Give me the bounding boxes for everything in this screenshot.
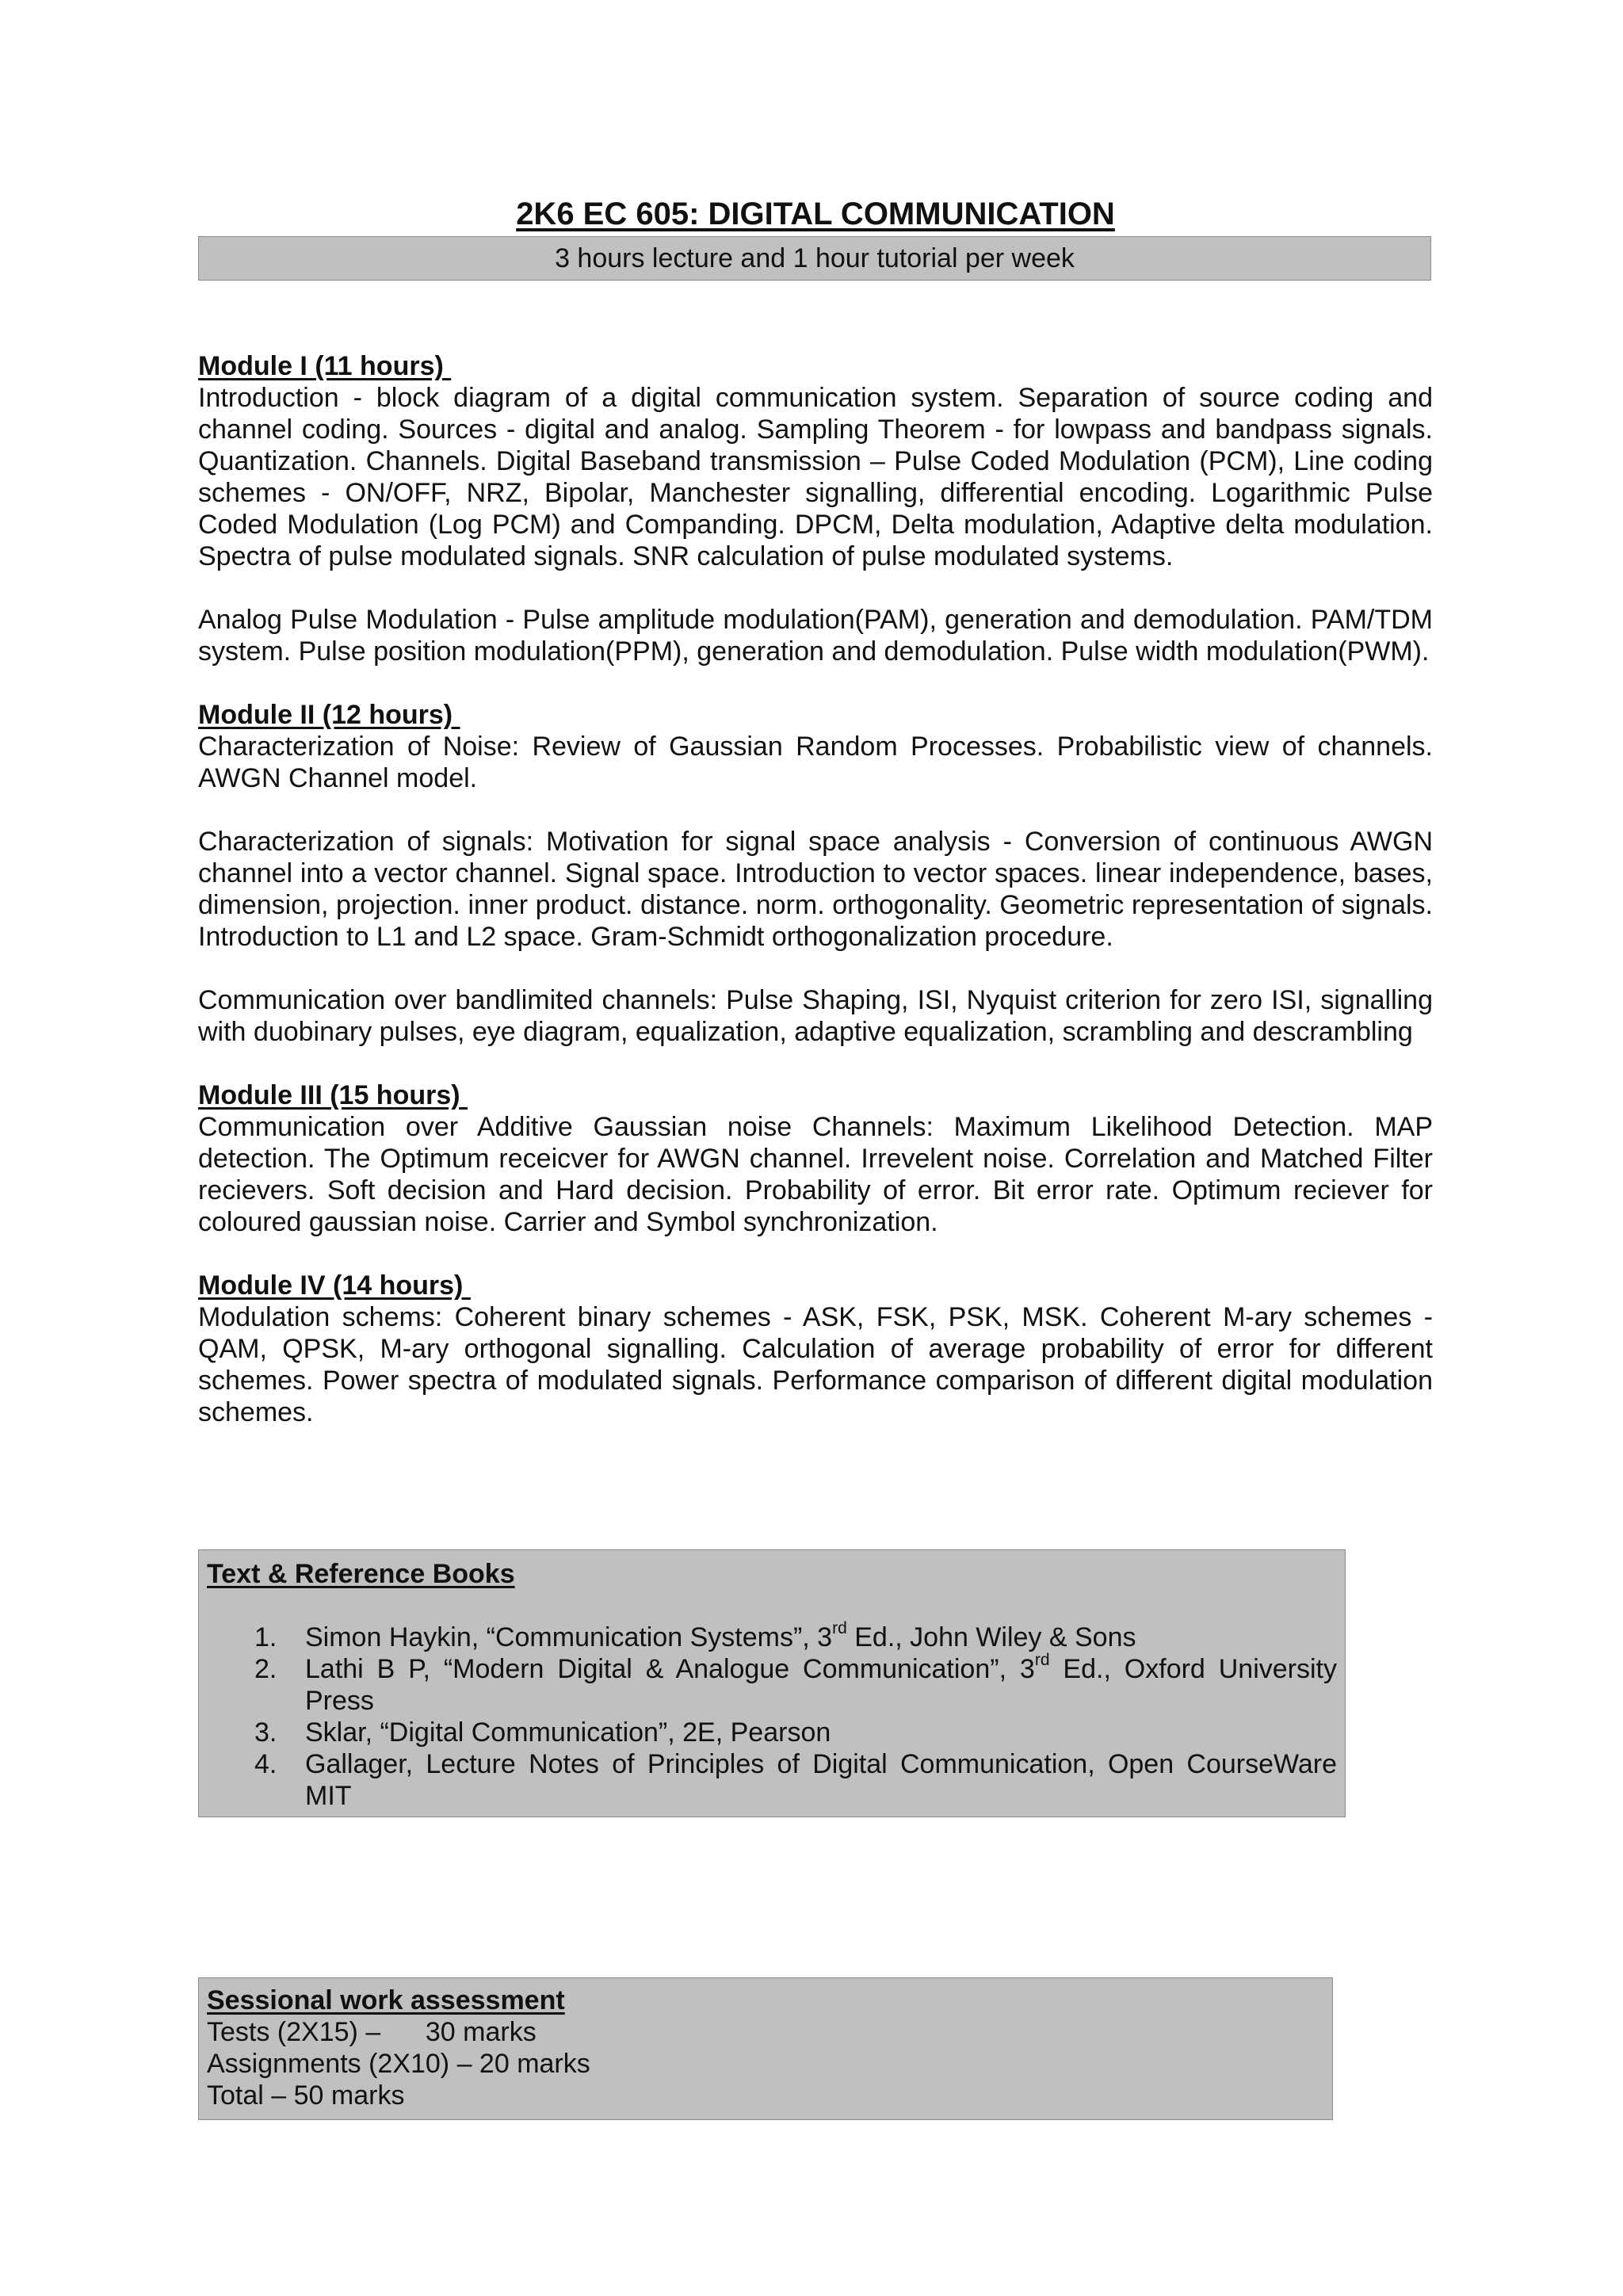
assessment-heading: Sessional work assessment: [207, 1985, 565, 2015]
module-heading: Module I (11 hours): [198, 351, 452, 381]
book-number: 4.: [254, 1749, 277, 1779]
book-number: 3.: [254, 1717, 277, 1748]
modules-section: [198, 350, 1433, 1428]
book-text-tail: Ed., Oxford University Press: [305, 1654, 1337, 1716]
book-number: 1.: [254, 1622, 277, 1652]
module-paragraph: Characterization of Noise: Review of Gaussian Random Processes. Probabilistic view of channels. AWGN Channel model.: [198, 732, 1433, 793]
module-heading: Module IV (14 hours): [198, 1270, 471, 1301]
book-text: Sklar, “Digital Communication”, 2E, Pearson: [305, 1717, 831, 1748]
reference-books-list: [207, 1618, 1337, 1812]
book-text: Gallager, Lecture Notes of Principles of Digital Communication, Open CourseWare MIT: [305, 1749, 1337, 1811]
module-heading: Module III (15 hours): [198, 1080, 468, 1110]
page-title: 2K6 EC 605: DIGITAL COMMUNICATION: [516, 197, 1115, 231]
book-text: Simon Haykin, “Communication Systems”, 3: [305, 1622, 833, 1652]
module-1: [198, 350, 1433, 667]
edition-superscript: rd: [1034, 1650, 1050, 1669]
module-4: [198, 1270, 1433, 1428]
module-paragraph: Introduction - block diagram of a digital communication system. Separation of source coding and channel coding. Sources - digital and analog. Sampling Theorem - for lowpass and bandpass signals. Quantization. Channels. Digital Baseband transmission – Pulse Coded Modulation (PCM), Line coding schemes - ON/OFF, NRZ, Bipolar, Manchester signalling, differential encoding. Logarithmic Pulse Coded Modulation (Log PCM) and Companding. DPCM, Delta modulation, Adaptive delta modulation. Spectra of pulse modulated signals. SNR calculation of pulse modulated systems.: [198, 383, 1433, 571]
book-item: [207, 1748, 1337, 1812]
book-text: Lathi B P, “Modern Digital & Analogue Communication”, 3: [305, 1654, 1035, 1684]
hours-banner: 3 hours lecture and 1 hour tutorial per week: [198, 236, 1431, 281]
module-paragraph: Characterization of signals: Motivation for signal space analysis - Conversion of continuous AWGN channel into a vector channel. Signal space. Introduction to vector spaces. linear independence, bases, dimension, projection. inner product. distance. norm. orthogonality. Geometric representation of signals. Introduction to L1 and L2 space. Gram-Schmidt orthogonalization procedure.: [198, 827, 1433, 952]
module-paragraph: Modulation schems: Coherent binary schemes - ASK, FSK, PSK, MSK. Coherent M-ary schemes - QAM, QPSK, M-ary orthogonal signalling. Calculation of average probability of error for different schemes. Power spectra of modulated signals. Performance comparison of different digital modulation schemes.: [198, 1302, 1433, 1427]
module-paragraph: Communication over bandlimited channels: Pulse Shaping, ISI, Nyquist criterion for zero ISI, signalling with duobinary pulses, eye diagram, equalization, adaptive equalization, scrambling and descrambling: [198, 985, 1433, 1047]
book-text-tail: Ed., John Wiley & Sons: [846, 1622, 1136, 1652]
module-heading: Module II (12 hours): [198, 700, 460, 730]
module-paragraph: Analog Pulse Modulation - Pulse amplitude modulation(PAM), generation and demodulation. PAM/TDM system. Pulse position modulation(PPM), generation and demodulation. Pulse width modulation(PWM).: [198, 605, 1433, 667]
module-3: [198, 1079, 1433, 1238]
book-item: [207, 1717, 1337, 1748]
module-2: [198, 699, 1433, 1048]
book-number: 2.: [254, 1654, 277, 1684]
edition-superscript: rd: [832, 1618, 847, 1637]
sessional-assessment-box: [198, 1977, 1333, 2120]
book-item: [207, 1650, 1337, 1717]
reference-books-heading: Text & Reference Books: [207, 1559, 515, 1589]
assessment-line-tests: Tests (2X15) – 30 marks: [207, 2017, 537, 2047]
module-paragraph: Communication over Additive Gaussian noise Channels: Maximum Likelihood Detection. MAP detection. The Optimum receicver for AWGN channel. Irrevelent noise. Correlation and Matched Filter recievers. Soft decision and Hard decision. Probability of error. Bit error rate. Optimum reciever for coloured gaussian noise. Carrier and Symbol synchronization.: [198, 1112, 1433, 1237]
assessment-line-total: Total – 50 marks: [207, 2080, 405, 2111]
reference-books-box: [198, 1549, 1346, 1817]
assessment-line-assignments: Assignments (2X10) – 20 marks: [207, 2049, 590, 2079]
book-item: [207, 1618, 1337, 1653]
